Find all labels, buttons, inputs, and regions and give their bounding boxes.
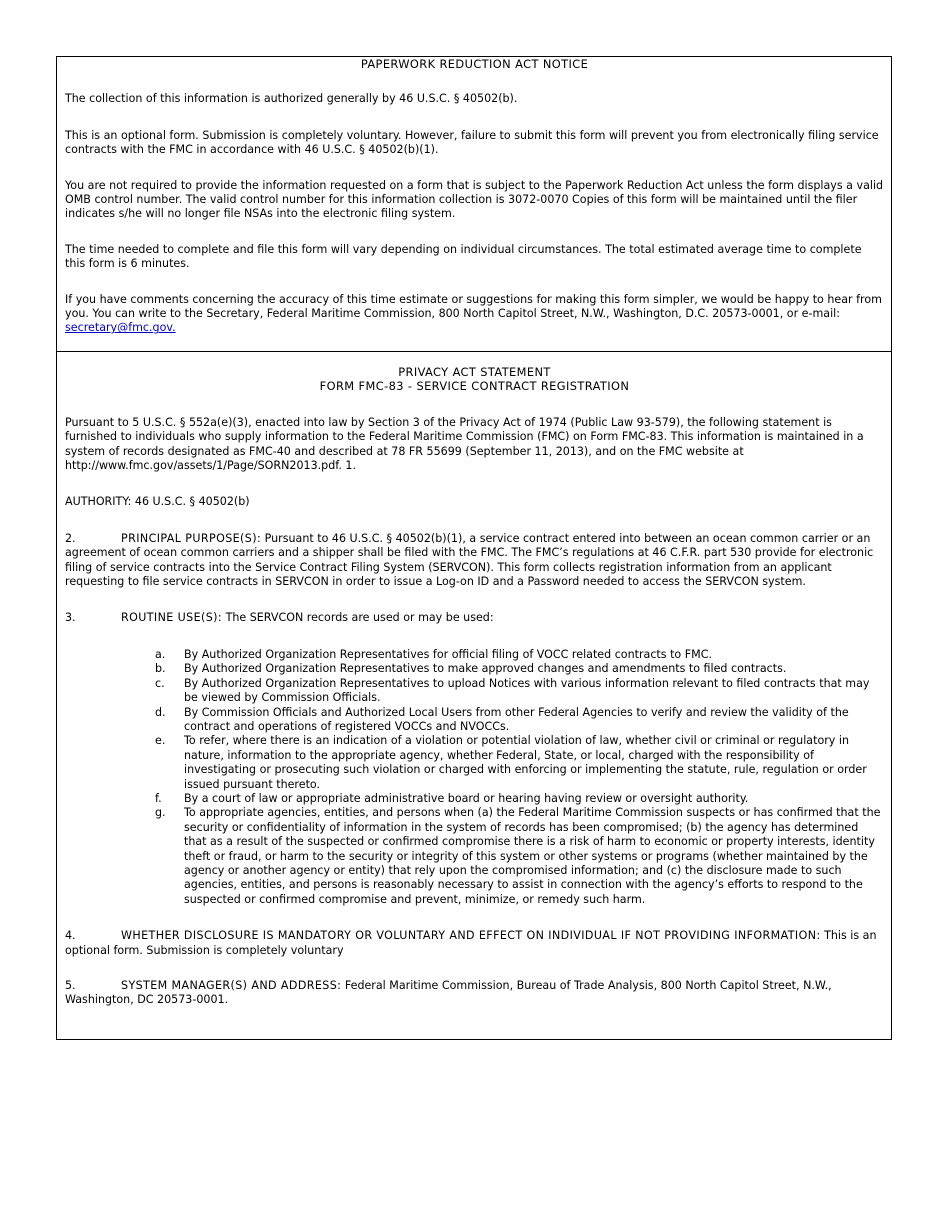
list-item: [65, 792, 884, 806]
list-item: [65, 677, 884, 706]
list-marker: d.: [155, 705, 166, 719]
item-label: PRINCIPAL PURPOSE(S):: [121, 531, 262, 545]
list-text: By Authorized Organization Representatives to upload Notices with various information relevant to filed contracts that may be viewed by Commission Officials.: [184, 676, 870, 705]
item-text: Federal Maritime Commission, Bureau of Trade Analysis, 800 North Capitol Street, N.W., Washington, DC 20573-0001.: [65, 979, 832, 1007]
paperwork-comments-paragraph: [65, 293, 884, 336]
list-text: By Authorized Organization Representatives for official filing of VOCC related contracts to FMC.: [184, 647, 712, 661]
comments-text: If you have comments concerning the accuracy of this time estimate or suggestions for making this form simpler, we would be happy to hear from you. You can write to the Secretary, Federal Maritime Commission, 800 North Capitol Street, N.W., Washington, D.C. 20573-0001, or e-mail:: [65, 292, 882, 321]
item-label: WHETHER DISCLOSURE IS MANDATORY OR VOLUNTARY AND EFFECT ON INDIVIDUAL IF NOT PROVIDING INFORMATION:: [121, 929, 821, 943]
list-text: By a court of law or appropriate administrative board or hearing having review or oversight authority.: [184, 791, 749, 805]
item-number: 4.: [65, 929, 76, 943]
privacy-intro-paragraph: Pursuant to 5 U.S.C. § 552a(e)(3), enacted into law by Section 3 of the Privacy Act of 1974 (Public Law 93-579), the following statement is furnished to individuals who supply information to the Federal Maritime Commission (FMC) on Form FMC-83. This information is maintained in a system of records designated as FMC-40 and described at 78 FR 55699 (September 11, 2013), and on the FMC website at http://www.fmc.gov/assets/1/Page/SORN2013.pdf. 1.: [65, 415, 864, 473]
item-number: 3.: [65, 611, 76, 625]
list-text: By Authorized Organization Representatives to make approved changes and amendments to filed contracts.: [184, 662, 787, 676]
principal-purpose-item: [65, 532, 884, 590]
item-number: 5.: [65, 979, 76, 992]
list-marker: a.: [155, 647, 166, 661]
list-marker: b.: [155, 662, 166, 676]
list-item: [65, 706, 884, 735]
paperwork-reduction-section: [57, 57, 891, 352]
form-frame: [56, 56, 892, 1040]
list-item: [65, 648, 884, 662]
item-text: Pursuant to 46 U.S.C. § 40502(b)(1), a service contract entered into between an ocean common carrier or an agreement of ocean common carriers and a shipper shall be filed with the FMC. The FMC’s regulations at 46 C.F.R. part 530 provide for electronic filing of service contracts into the Service Contract Filing System (SERVCON). This form collects registration information from an applicant requesting to file service contracts in SERVCON in order to issue a Log-on ID and a Password needed to access the SERVCON system.: [65, 531, 874, 589]
list-item: [65, 662, 884, 676]
list-marker: c.: [155, 676, 165, 690]
privacy-subtitle: FORM FMC-83 - SERVICE CONTRACT REGISTRATION: [319, 379, 630, 394]
privacy-title: PRIVACY ACT STATEMENT: [398, 365, 551, 379]
list-text: To appropriate agencies, entities, and persons when (a) the Federal Maritime Commission suspects or has confirmed that the security or confidentiality of information in the system of records has been compromised; (b) the agency has determined that as a result of the suspected or confirmed compromise there is a risk of harm to economic or property interests, identity theft or fraud, or harm to the security or integrity of this system or other systems or programs (whether maintained by the agency or another agency or entity) that rely upon the compromised information; and (c) the disclosure made to such agencies, entities, and persons is reasonably necessary to assist in connection with the agency’s efforts to respond to the suspected or confirmed compromise and prevent, minimize, or remedy such harm.: [184, 806, 881, 906]
list-text: To refer, where there is an indication of a violation or potential violation of law, whether civil or criminal or regulatory in nature, information to the appropriate agency, whether Federal, State, or local, charged with the responsibility of investigating or prosecuting such violation or charged with enforcing or implementing the statute, rule, regulation or order issued pursuant thereto.: [184, 734, 867, 791]
item-text: This is an optional form. Submission is completely voluntary: [65, 929, 877, 957]
item-number: 2.: [65, 531, 76, 545]
secretary-email-link[interactable]: secretary@fmc.gov.: [65, 321, 176, 335]
paperwork-optional-paragraph: This is an optional form. Submission is completely voluntary. However, failure to submit this form will prevent you from electronically filing service contracts with the FMC in accordance with 46 U.S.C. § 40502(b)(1).: [65, 128, 879, 157]
paperwork-time-paragraph: The time needed to complete and file this form will vary depending on individual circumstances. The total estimated average time to complete this form is 6 minutes.: [65, 242, 862, 271]
list-item: [65, 806, 884, 907]
system-manager-item: [65, 979, 884, 1008]
list-item: [65, 734, 884, 792]
routine-uses-list: [65, 648, 884, 907]
mandatory-disclosure-item: [65, 929, 884, 958]
privacy-authority: AUTHORITY: 46 U.S.C. § 40502(b): [65, 495, 250, 509]
paperwork-omb-paragraph: You are not required to provide the information requested on a form that is subject to the Paperwork Reduction Act unless the form displays a valid OMB control number. The valid control number for this information collection is 3072-0070 Copies of this form will be maintained until the filer indicates s/he will no longer file NSAs into the electronic filing system.: [65, 178, 884, 221]
paperwork-authority-paragraph: The collection of this information is authorized generally by 46 U.S.C. § 40502(b).: [65, 92, 518, 106]
item-label: ROUTINE USE(S):: [121, 611, 223, 625]
list-text: By Commission Officials and Authorized Local Users from other Federal Agencies to verify and review the validity of the contract and operations of registered VOCCs and NVOCCs.: [184, 705, 849, 733]
privacy-act-section: [57, 352, 891, 1008]
list-marker: g.: [155, 806, 166, 820]
item-label: SYSTEM MANAGER(S) AND ADDRESS:: [121, 979, 342, 992]
paperwork-title: PAPERWORK REDUCTION ACT NOTICE: [360, 57, 589, 71]
item-text: The SERVCON records are used or may be used:: [222, 611, 494, 625]
list-marker: e.: [155, 734, 166, 748]
list-marker: f.: [155, 791, 162, 805]
routine-uses-item: [65, 611, 884, 625]
